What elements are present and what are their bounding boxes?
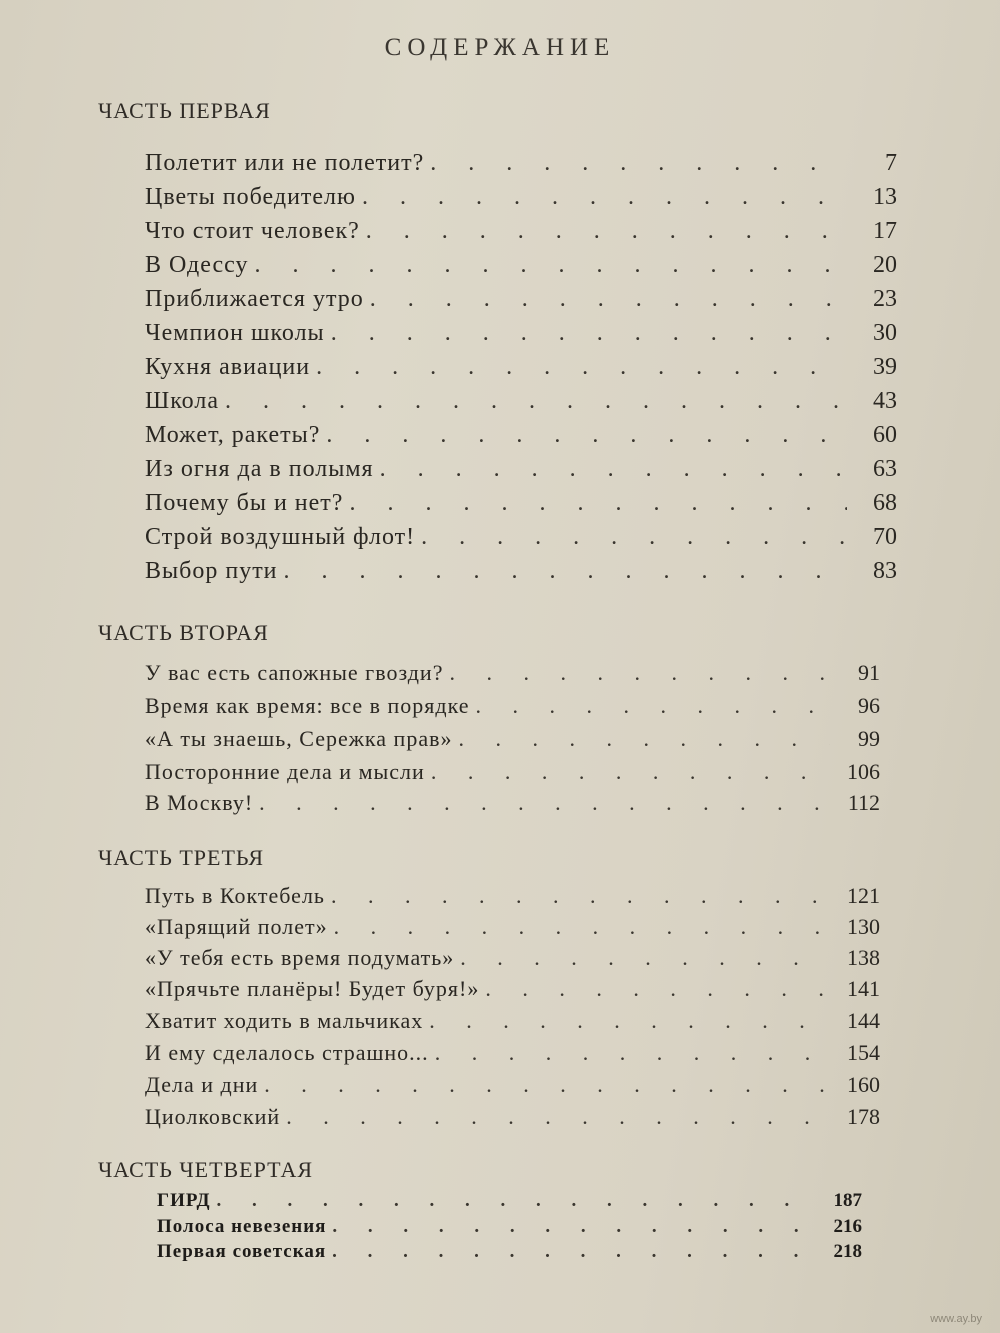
leader-dots: [429, 1008, 830, 1034]
leader-dots: [286, 1104, 830, 1130]
leader-dots: [316, 354, 847, 381]
toc-entry: [157, 1216, 862, 1238]
toc-entry-page: 43: [873, 388, 897, 414]
toc-entry-page: 121: [847, 883, 880, 908]
toc-entry: [145, 914, 880, 940]
toc-entry-page: 68: [873, 490, 897, 516]
toc-entry-title: «У тебя есть время подумать»: [145, 945, 455, 970]
toc-entry-page: 154: [847, 1040, 880, 1065]
toc-entry-title: Полетит или не полетит?: [145, 150, 425, 176]
toc-entry-title: В Москву!: [145, 790, 254, 815]
leader-dots: [225, 388, 847, 415]
leader-dots: [449, 660, 830, 686]
toc-entry-page: 17: [873, 218, 897, 244]
toc-entry: [145, 1008, 880, 1034]
leader-dots: [331, 320, 847, 347]
leader-dots: [264, 1072, 830, 1098]
toc-entry-page: 160: [847, 1072, 880, 1097]
watermark: www.ay.by: [930, 1313, 982, 1325]
toc-entry-title: Из огня да в полымя: [145, 456, 374, 482]
toc-entry-title: «Парящий полет»: [145, 914, 328, 939]
toc-entry-page: 13: [873, 184, 897, 210]
leader-dots: [334, 914, 830, 940]
toc-entry-page: 91: [858, 660, 880, 685]
toc-entry-title: У вас есть сапожные гвозди?: [145, 660, 444, 685]
toc-entry: [145, 726, 880, 752]
page-title: СОДЕРЖАНИЕ: [384, 34, 616, 61]
toc-entry-title: В Одессу: [145, 252, 249, 278]
toc-entry: [145, 524, 897, 551]
toc-entry-page: 106: [847, 759, 880, 784]
part-heading-4: ЧАСТЬ ЧЕТВЕРТАЯ: [98, 1157, 314, 1182]
toc-entry-page: 63: [873, 456, 897, 482]
toc-entry-page: 141: [847, 976, 880, 1001]
leader-dots: [332, 1241, 812, 1263]
leader-dots: [460, 945, 830, 971]
leader-dots: [366, 218, 847, 245]
toc-entry-title: Приближается утро: [145, 286, 364, 312]
toc-entry: [145, 1072, 880, 1098]
toc-entry: [145, 1040, 880, 1066]
toc-entry-page: 130: [847, 914, 880, 939]
toc-entry-page: 23: [873, 286, 897, 312]
toc-entry-title: Строй воздушный флот!: [145, 524, 416, 550]
toc-entry-title: Циолковский: [145, 1104, 281, 1129]
toc-entry-page: 99: [858, 726, 880, 751]
leader-dots: [217, 1190, 812, 1212]
toc-entry: [157, 1190, 862, 1212]
toc-entry: [145, 286, 897, 313]
toc-entry: [145, 184, 897, 211]
toc-entry: [145, 456, 897, 483]
toc-entry: [145, 693, 880, 719]
toc-entry-page: 144: [847, 1008, 880, 1033]
toc-entry-title: Чемпион школы: [145, 320, 325, 346]
leader-dots: [254, 252, 847, 279]
part-heading-2: ЧАСТЬ ВТОРАЯ: [98, 620, 269, 645]
toc-entry-page: 7: [885, 150, 897, 176]
toc-entry: [145, 883, 880, 909]
leader-dots: [431, 759, 830, 785]
toc-entry-title: ГИРД: [157, 1190, 211, 1211]
toc-entry: [145, 150, 897, 177]
toc-entry-page: 178: [847, 1104, 880, 1129]
toc-entry-page: 138: [847, 945, 880, 970]
toc-entry: [145, 759, 880, 785]
toc-entry: [145, 354, 897, 381]
leader-dots: [326, 422, 847, 449]
leader-dots: [331, 883, 830, 909]
toc-entry-title: «Прячьте планёры! Будет буря!»: [145, 976, 480, 1001]
toc-entry-title: И ему сделалось страшно...: [145, 1040, 429, 1065]
toc-entry-page: 30: [873, 320, 897, 346]
toc-entry-title: Цветы победителю: [145, 184, 356, 210]
leader-dots: [362, 184, 847, 211]
toc-entry: [145, 660, 880, 686]
toc-entry-page: 216: [833, 1216, 862, 1237]
toc-entry-page: 112: [847, 790, 880, 815]
toc-entry-title: Школа: [145, 388, 219, 414]
toc-entry: [145, 976, 880, 1002]
leader-dots: [430, 150, 847, 177]
leader-dots: [380, 456, 847, 483]
toc-entry-title: Дела и дни: [145, 1072, 259, 1097]
toc-entry-title: Путь в Коктебель: [145, 883, 325, 908]
toc-entry-page: 96: [858, 693, 880, 718]
toc-entry: [145, 320, 897, 347]
toc-entry-page: 20: [873, 252, 897, 278]
toc-entry: [157, 1241, 862, 1263]
toc-entry-page: 70: [873, 524, 897, 550]
leader-dots: [435, 1040, 830, 1066]
toc-entry: [145, 945, 880, 971]
toc-entry: [145, 490, 897, 517]
toc-entry: [145, 790, 880, 816]
leader-dots: [485, 976, 830, 1002]
toc-entry-title: Почему бы и нет?: [145, 490, 344, 516]
leader-dots: [370, 286, 847, 313]
toc-entry-title: Первая советская: [157, 1241, 327, 1262]
part-heading-3: ЧАСТЬ ТРЕТЬЯ: [98, 845, 265, 870]
leader-dots: [349, 490, 847, 517]
part-heading-1: ЧАСТЬ ПЕРВАЯ: [98, 98, 271, 123]
toc-entry-title: Выбор пути: [145, 558, 278, 584]
leader-dots: [332, 1216, 812, 1238]
toc-entry: [145, 218, 897, 245]
toc-entry-title: Полоса невезения: [157, 1216, 327, 1237]
toc-entry-title: Посторонние дела и мысли: [145, 759, 425, 784]
leader-dots: [259, 790, 830, 816]
toc-entry-page: 187: [833, 1190, 862, 1211]
toc-entry-page: 218: [833, 1241, 862, 1262]
toc-entry-page: 60: [873, 422, 897, 448]
leader-dots: [284, 558, 847, 585]
toc-entry-page: 39: [873, 354, 897, 380]
toc-entry: [145, 388, 897, 415]
toc-entry: [145, 252, 897, 279]
toc-entry: [145, 558, 897, 585]
leader-dots: [476, 693, 830, 719]
toc-entry-title: «А ты знаешь, Сережка прав»: [145, 726, 453, 751]
toc-entry: [145, 1104, 880, 1130]
toc-entry-title: Может, ракеты?: [145, 422, 321, 448]
toc-entry-title: Кухня авиации: [145, 354, 311, 380]
toc-entry-page: 83: [873, 558, 897, 584]
leader-dots: [458, 726, 830, 752]
leader-dots: [421, 524, 847, 551]
toc-entry: [145, 422, 897, 449]
toc-entry-title: Хватит ходить в мальчиках: [145, 1008, 424, 1033]
toc-entry-title: Что стоит человек?: [145, 218, 360, 244]
toc-entry-title: Время как время: все в порядке: [145, 693, 470, 718]
